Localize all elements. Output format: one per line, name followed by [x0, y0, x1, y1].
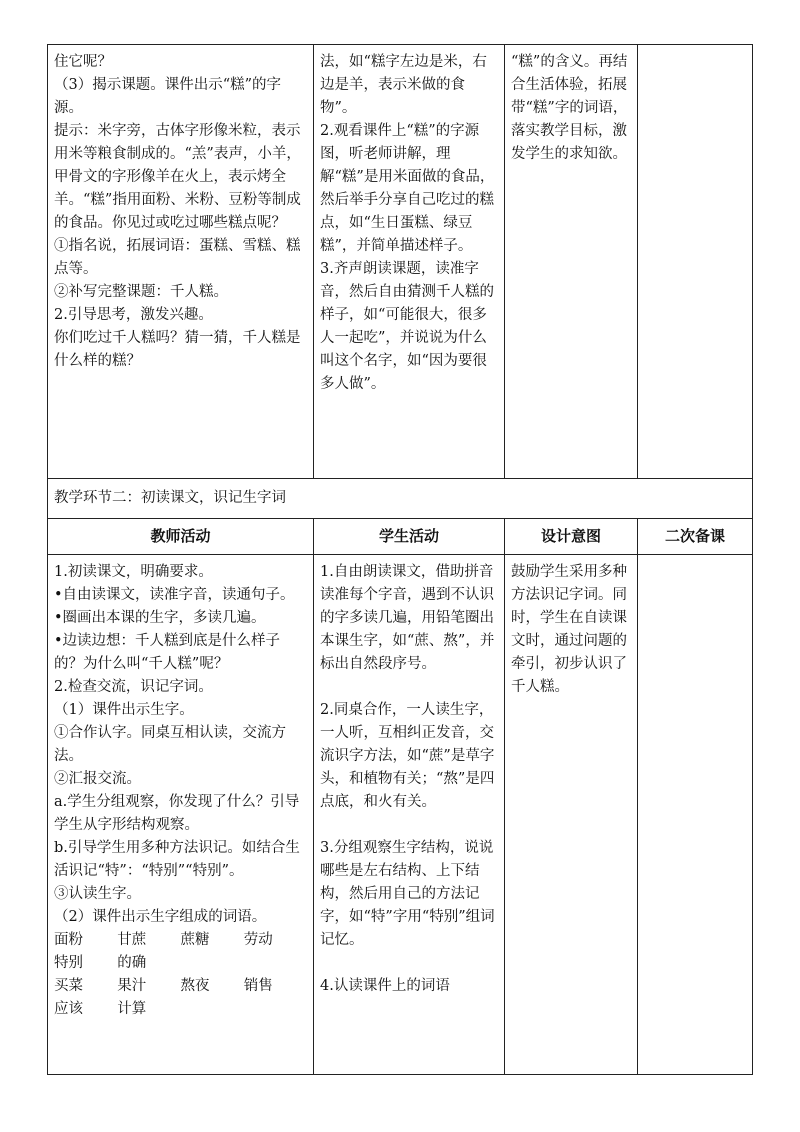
bottom-student-line: 2.同桌合作，一人读生字，一人听，互相纠正发音，交流识字方法，如“蔗”是草字头，和植物有关；“熬”是四点底，和火有关。 — [320, 702, 495, 810]
bottom-teacher-line: •边读边想：千人糕到底是什么样子的？为什么叫“千人糕”呢？ — [54, 633, 281, 672]
word: 特别 — [54, 955, 83, 971]
word — [244, 998, 307, 1021]
word — [181, 952, 244, 975]
bottom-teacher-line: ②汇报交流。 — [54, 771, 141, 787]
top-prep-cell — [638, 45, 753, 479]
bottom-teacher-line: •圈画出本课的生字，多读几遍。 — [54, 610, 266, 626]
header-design: 设计意图 — [505, 519, 638, 555]
bottom-teacher-line: a.学生分组观察，你发现了什么？引导学生从字形结构观察。 — [54, 794, 300, 833]
top-student-line: 2.观看课件上“糕”的字源图，听老师讲解，理解“糕”是用米面做的食品，然后举手分享自己吃过的糕点，如“生日蛋糕、绿豆糕”，并简单描述样子。 — [320, 123, 495, 254]
top-teacher-line: 提示：米字旁，古体字形像米粒，表示用米等粮食制成的。“羔”表声，小羊，甲骨文的字形像羊在火上，表示烤全羊。“糕”指用面粉、米粉、豆粉等制成的食品。你见过或吃过哪些糕点呢？ — [54, 123, 301, 231]
top-student-line: 法，如“糕字左边是米，右边是羊，表示米做的食物”。 — [320, 54, 487, 116]
word: 果汁 — [117, 978, 147, 994]
bottom-student-line: 4.认读课件上的词语 — [320, 978, 450, 994]
word: 甘蔗 — [117, 932, 147, 948]
bottom-student-line: 1.自由朗读课文，借助拼音读准每个字音，遇到不认识的字多读几遍，用铅笔圈出本课生字，如“蔗、熬”，并标出自然段序号。 — [320, 564, 495, 672]
top-student-cell — [314, 45, 505, 479]
top-design-line: “糕”的含义。再结合生活体验，拓展带“糕”字的词语，落实教学目标，激发学生的求知欲。 — [511, 54, 628, 162]
bottom-teacher-line: •自由读课文，读准字音，读通句子。 — [54, 587, 295, 603]
top-teacher-line: （3）揭示课题。课件出示“糕”的字源。 — [54, 77, 282, 116]
top-teacher-cell — [48, 45, 314, 479]
bottom-design-line: 鼓励学生采用多种方法识记字词。同时，学生在自读课文时，通过问题的牵引，初步认识了千人糕。 — [511, 564, 627, 695]
word: 计算 — [117, 1001, 147, 1017]
word: 的确 — [117, 955, 147, 971]
top-teacher-line: ②补写完整课题：千人糕。 — [54, 284, 228, 300]
top-student-line: 3.齐声朗读课题，读准字音，然后自由猜测千人糕的样子，如“可能很大，很多人一起吃”，并说说为什么叫这个名字，如“因为要很多人做”。 — [320, 261, 494, 392]
bottom-content-row — [48, 555, 753, 1075]
top-design-cell — [505, 45, 638, 479]
word: 应该 — [54, 1001, 83, 1017]
word — [181, 998, 244, 1021]
section-title: 教学环节二：初读课文，识记生字词 — [48, 479, 753, 519]
header-prep: 二次备课 — [638, 519, 753, 555]
top-teacher-line: 2.引导思考，激发兴趣。 — [54, 307, 213, 323]
bottom-teacher-line: 1.初读课文，明确要求。 — [54, 564, 213, 580]
top-content-row — [48, 45, 753, 479]
bottom-teacher-line: ③认读生字。 — [54, 886, 141, 902]
bottom-teacher-line: 2.检查交流，识记字词。 — [54, 679, 213, 695]
bottom-teacher-line: （1）课件出示生字。 — [54, 702, 194, 718]
top-teacher-line: 住它呢？ — [54, 54, 112, 70]
bottom-teacher-line: （2）课件出示生字组成的词语。 — [54, 909, 267, 925]
bottom-teacher-line: b.引导学生用多种方法识记。如结合生活识记“特”：“特别”“特别”。 — [54, 840, 300, 879]
bottom-student-spacer — [320, 952, 498, 975]
word: 面粉 — [54, 932, 83, 948]
bottom-student-cell — [314, 555, 505, 1075]
top-teacher-line: 你们吃过千人糕吗？猜一猜，千人糕是什么样的糕？ — [54, 330, 301, 369]
bottom-teacher-cell — [48, 555, 314, 1075]
header-row — [48, 519, 753, 555]
bottom-student-spacer — [320, 814, 498, 837]
word: 劳动 — [243, 932, 273, 948]
section-row — [48, 479, 753, 519]
header-teacher: 教师活动 — [48, 519, 314, 555]
bottom-student-spacer — [320, 676, 498, 699]
bottom-student-line: 3.分组观察生字结构，说说哪些是左右结构、上下结构，然后用自己的方法记字，如“特”字用“特别”组词记忆。 — [320, 840, 495, 948]
word: 销售 — [243, 978, 273, 994]
word: 熬夜 — [180, 978, 210, 994]
bottom-prep-cell — [638, 555, 753, 1075]
word: 买菜 — [54, 978, 83, 994]
bottom-teacher-line: ①合作认字。同桌互相认读，交流方法。 — [54, 725, 286, 764]
word: 蔗糖 — [180, 932, 210, 948]
header-student: 学生活动 — [314, 519, 505, 555]
word-list — [54, 929, 307, 1021]
bottom-design-cell — [505, 555, 638, 1075]
word — [244, 952, 307, 975]
top-teacher-line: ①指名说，拓展词语：蛋糕、雪糕、糕点等。 — [54, 238, 301, 277]
lesson-plan-table — [47, 44, 753, 1075]
